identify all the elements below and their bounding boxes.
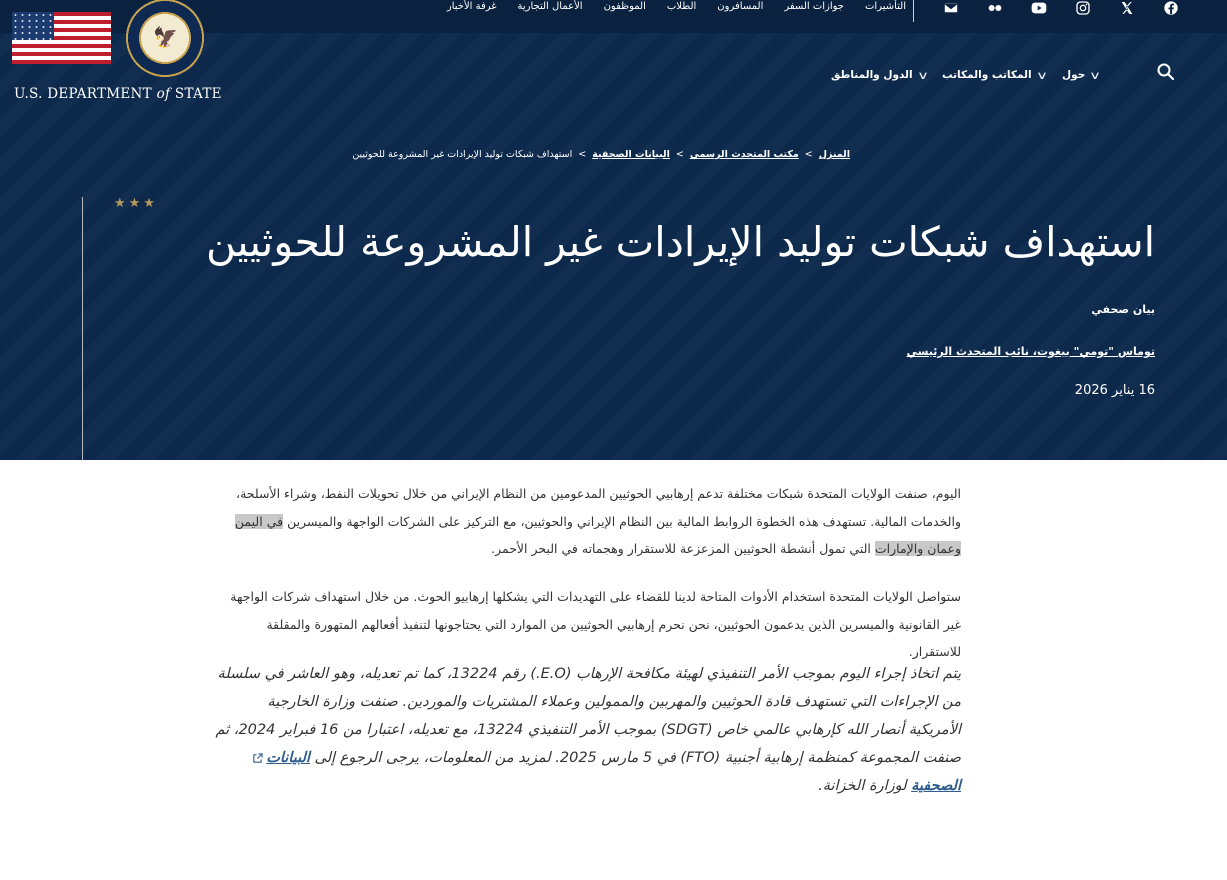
chevron-down-icon: ∨: [1089, 68, 1102, 82]
search-icon[interactable]: [1156, 62, 1176, 82]
nav-countries-label: الدول والمناطق: [831, 69, 913, 81]
breadcrumb-current: استهداف شبكات توليد الإيرادات غير المشروعة للحوثيين: [352, 149, 573, 160]
chevron-down-icon: ∨: [916, 68, 929, 82]
utility-link-newsroom[interactable]: غرفة الأخبار: [446, 1, 497, 12]
paragraph-3: يتم اتخاذ إجراء اليوم بموجب الأمر التنفيذي لهيئة مكافحة الإرهاب (E.O.) رقم 13224، كما تم تعديله، وهو العاشر في سلسلة من الإجراءات التي تستهدف قادة الحوثيين والمهربين والممولين وعملاء المشتريات والموردين. صنفت وزارة الخارجية الأمريكية أنصار الله كإرهابي عالمي خاص (SDGT) بموجب الأمر التنفيذي 13224، مع تعديله، اعتبارا من 16 فبراير 2024، ثم صنفت المجموعة كمنظمة إرهابية أجنبية (FTO) في 5 مارس 2025. لمزيد من المعلومات، يرجى الرجوع إلى البياناتالصحفية لوزارة الخزانة.: [215, 666, 961, 794]
department-seal-icon: 🦅: [125, 0, 205, 78]
breadcrumb-press-releases[interactable]: البيانات الصحفية: [592, 149, 670, 160]
utility-link-students[interactable]: الطلاب: [666, 1, 697, 12]
utility-link-business[interactable]: الأعمال التجارية: [517, 1, 583, 12]
utility-links: [447, 0, 906, 14]
breadcrumb-separator: <: [578, 149, 587, 160]
page-title: استهداف شبكات توليد الإيرادات غير المشروعة للحوثيين: [205, 218, 1155, 266]
utility-divider: [913, 0, 914, 22]
external-link-icon: [252, 753, 263, 764]
paragraph-1: اليوم، صنفت الولايات المتحدة شبكات مختلفة تدعم إرهابيي الحوثيين المدعومين من النظام الإيراني من خلال تحويلات النفط، وشراء الأسلحة، والخدمات المالية. تستهدف هذه الخطوة الروابط المالية بين النظام الإيراني والحوثيين، مع التركيز على الشركات الواجهة والميسرين في اليمن وعمان والإمارات التي تمول أنشطة الحوثيين المزعزعة للاستقرار وهجماته في البحر الأحمر.: [234, 486, 961, 556]
youtube-icon[interactable]: [1023, 0, 1055, 16]
facebook-icon[interactable]: [1155, 0, 1187, 16]
x-icon[interactable]: [1111, 0, 1143, 16]
publish-date: 16 يناير 2026: [1074, 383, 1155, 398]
nav-countries-regions[interactable]: [831, 66, 927, 84]
utility-link-travelers[interactable]: المسافرون: [717, 1, 764, 12]
nav-about[interactable]: [1062, 66, 1102, 84]
stars-decoration: ★★★: [114, 196, 158, 211]
breadcrumb-separator: <: [804, 149, 813, 160]
article-type: بيان صحفي: [1091, 303, 1155, 316]
utility-link-employees[interactable]: الموظفون: [603, 1, 646, 12]
breadcrumb: [352, 149, 850, 160]
department-name: U.S. DEPARTMENT of STATE: [14, 86, 222, 102]
breadcrumb-home[interactable]: المنزل: [818, 149, 850, 160]
author-link[interactable]: توماس "تومي" بيغوت، نائب المتحدث الرئيسي: [906, 345, 1155, 358]
header-divider: [82, 197, 83, 460]
paragraph-2: ستواصل الولايات المتحدة استخدام الأدوات المتاحة لدينا للقضاء على التهديدات التي يشكلها إرهابيو الحوث. من خلال استهداف شركات الواجهة غير القانونية والميسرين الذين يدعمون الحوثيين، نحن نحرم إرهابيي الحوثيين من الموارد التي يحتاجونها لتنفيذ أفعالهم المتهورة والمقلقة للاستقرار.: [230, 589, 961, 659]
breadcrumb-separator: <: [675, 149, 684, 160]
press-statements-link[interactable]: البياناتالصحفية: [249, 750, 961, 794]
nav-offices[interactable]: [942, 66, 1046, 84]
utility-link-visas[interactable]: التأشيرات: [865, 1, 906, 12]
site-logo[interactable]: [12, 0, 222, 110]
flickr-icon[interactable]: [979, 0, 1011, 16]
nav-about-label: حول: [1062, 69, 1086, 81]
instagram-icon[interactable]: [1067, 0, 1099, 16]
social-links: [935, 0, 1187, 16]
chevron-down-icon: ∨: [1035, 68, 1048, 82]
us-flag-icon: [12, 12, 111, 64]
breadcrumb-spokesperson[interactable]: مكتب المتحدث الرسمي: [689, 149, 799, 160]
email-icon[interactable]: [935, 0, 967, 16]
utility-link-passports[interactable]: جوازات السفر: [784, 1, 844, 12]
highlighted-text: في اليمن وعمان والإمارات: [234, 513, 961, 556]
nav-offices-label: المكاتب والمكاتب: [942, 69, 1032, 81]
